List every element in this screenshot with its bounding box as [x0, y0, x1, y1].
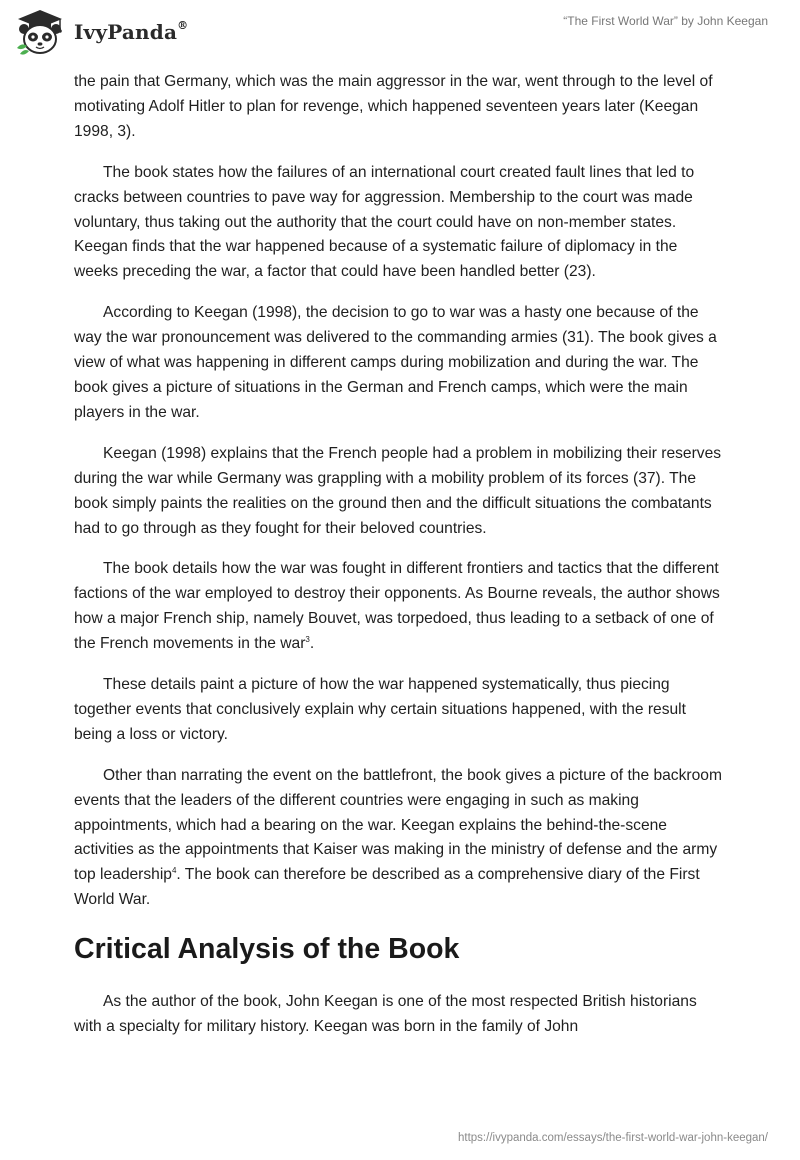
paragraph-continued: the pain that Germany, which was the main aggressor in the war, went through to the level of motivating Adolf Hitler to plan for revenge, which happened seventeen years later (Keegan 1998, 3).: [74, 73, 713, 140]
source-url[interactable]: https://ivypanda.com/essays/the-first-world-war-john-keegan/: [458, 1132, 768, 1144]
paragraph-hasty-decision: According to Keegan (1998), the decision to go to war was a hasty one because of the way the war pronouncement was delivered to the commanding armies (31). The book gives a view of what was happening in different camps during mobilization and during the war. The book gives a picture of situations in the German and French camps, which were the main players in the war.: [74, 304, 717, 421]
paragraph-author: As the author of the book, John Keegan is one of the most respected British historians with a specialty for military history. Keegan was born in the family of John: [74, 993, 697, 1036]
footnote-ref-4[interactable]: 4: [171, 866, 177, 876]
footnote-ref-3[interactable]: 3: [305, 635, 310, 645]
paragraph-international-court: The book states how the failures of an international court created fault lines that led to cracks between countries to pave way for aggression. Membership to the court was made voluntary, thus taking out the authority that the court could have on non-member states. Keegan finds that the war happened because of a systematic failure of diplomacy in the weeks preceding the war, a factor that could have been handled better (23).: [74, 163, 695, 281]
paragraph-backroom: Other than narrating the event on the battlefront, the book gives a picture of the backroom events that the leaders of the different countries were engaging in such as making appointments, which had a bearing on the war. Keegan explains the behind-the-scene activities as the appointments that Kaiser was making in the ministry of defense and the army top leadership$^4$. The book can therefore be described as a comprehensive diary of the First World War.: [74, 766, 722, 909]
document-title: “The First World War” by John Keegan: [563, 14, 768, 28]
brand-logo[interactable]: [14, 8, 188, 56]
brand-name: IvyPanda®: [74, 19, 189, 44]
panda-graduate-logo-icon: [14, 8, 66, 56]
paragraph-tactics: The book details how the war was fought in different frontiers and tactics that the different factions of the war employed to destroy their opponents. As Bourne reveals, the author shows how a major French ship, namely Bouvet, was torpedoed, thus leading to a setback of one of the French movements in the war$^3$.: [74, 560, 720, 653]
paragraph-systematic: These details paint a picture of how the war happened systematically, thus piecing together events that conclusively explain why certain situations happened, with the result being a loss or victory.: [74, 676, 686, 743]
page-header: [0, 0, 800, 68]
section-heading: Critical Analysis of the Book: [74, 933, 460, 966]
registered-mark: ®: [177, 19, 189, 33]
paragraph-mobilization: Keegan (1998) explains that the French people had a problem in mobilizing their reserves during the war while Germany was grappling with a mobility problem of its forces (37). The book simply paints the realities on the ground then and the difficult situations the combatants had to go through as they fought for their beloved countries.: [74, 444, 722, 537]
essay-body: [74, 70, 724, 1056]
